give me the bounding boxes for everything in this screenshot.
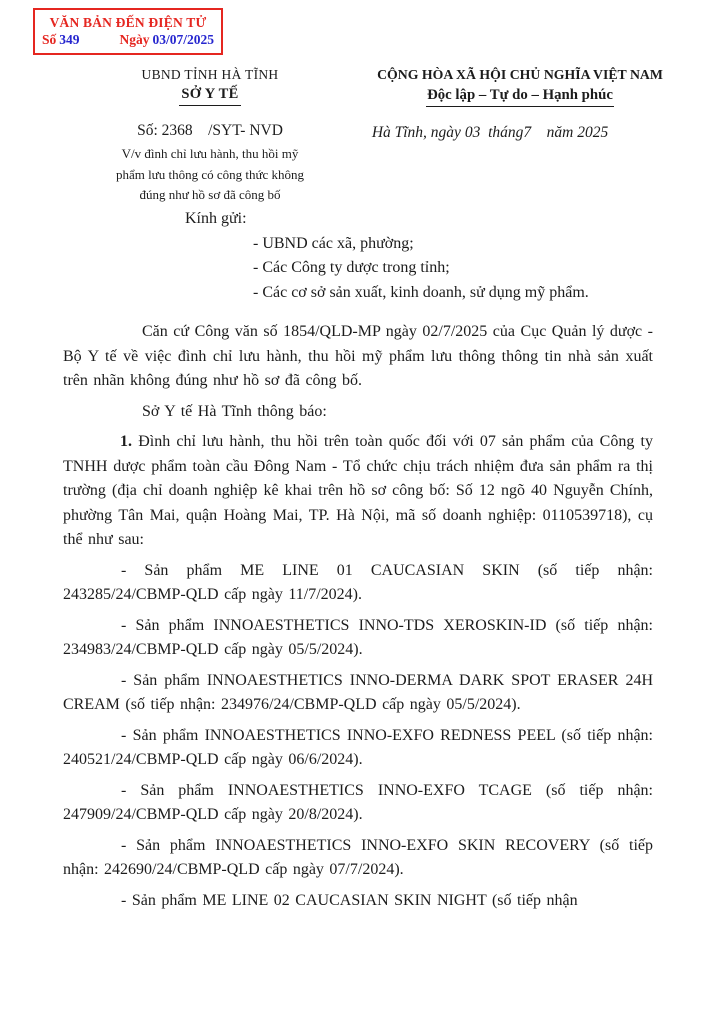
paragraph-recall-intro (63, 430, 653, 553)
product-item: - Sản phẩm INNOAESTHETICS INNO-EXFO SKIN RECOVERY (số tiếp nhận: 242690/24/CBMP-QLD cấp ngày 07/7/2024). (63, 836, 653, 878)
issuing-org-name: SỞ Y TẾ (179, 86, 240, 106)
document-subject: V/v đình chỉ lưu hành, thu hồi mỹ phẩm lưu thông có công thức không đúng như hồ sơ đã công bố (115, 146, 305, 202)
stamp-number-group (42, 31, 80, 49)
stamp-number-value: 349 (59, 32, 80, 47)
recall-intro-text: Đình chỉ lưu hành, thu hồi trên toàn quốc đối với 07 sản phẩm của Công ty TNHH dược phẩm toàn cầu Đông Nam - Tổ chức chịu trách nhiệm đưa sản phẩm ra thị trường (địa chỉ doanh nghiệp kê khai trên hồ sơ công bố: Số 12 ngõ 40 Nguyễn Chính, phường Tân Mai, quận Hoàng Mai, TP. Hà Nội, mã số doanh nghiệp: 0110539718), cụ thể như sau: (63, 433, 653, 548)
paragraph-legal-basis: Căn cứ Công văn số 1854/QLD-MP ngày 02/7/2025 của Cục Quản lý dược - Bộ Y tế về việc đình chỉ lưu hành, thu hồi mỹ phẩm lưu thông thông tin nhà sản xuất trên nhãn không đúng như hồ sơ đã công bố. (63, 323, 653, 389)
recipient-item: - Các Công ty dược trong tỉnh; (253, 259, 450, 276)
product-list (63, 559, 653, 914)
section-number: 1. (120, 433, 132, 450)
letterhead-national (348, 66, 692, 142)
stamp-title: VĂN BẢN ĐẾN ĐIỆN TỬ (49, 15, 207, 30)
recipient-item: - UBND các xã, phường; (253, 234, 414, 252)
product-item: - Sản phẩm ME LINE 02 CAUCASIAN SKIN NIGHT (số tiếp nhận (121, 891, 578, 909)
product-item: - Sản phẩm INNOAESTHETICS INNO-DERMA DARK SPOT ERASER 24H CREAM (số tiếp nhận: 234976/24/CBMP-QLD cấp ngày 05/5/2024). (63, 671, 653, 713)
place-date-line: Hà Tĩnh, ngày 03 tháng7 năm 2025 (371, 124, 609, 141)
stamp-number-date-row (35, 31, 221, 49)
stamp-date-value: 03/07/2025 (152, 32, 214, 47)
document-body (63, 207, 653, 913)
recipient-item: - Các cơ sở sản xuất, kinh doanh, sử dụng mỹ phẩm. (253, 283, 589, 301)
incoming-document-stamp (33, 8, 223, 55)
product-item: - Sản phẩm INNOAESTHETICS INNO-TDS XEROSKIN-ID (số tiếp nhận: 234983/24/CBMP-QLD cấp ngày 05/5/2024). (63, 616, 653, 658)
stamp-date-label: Ngày (119, 32, 150, 47)
national-motto: Độc lập – Tự do – Hạnh phúc (426, 86, 614, 107)
document-number: Số: 2368 /SYT- NVD (137, 122, 283, 139)
product-item: - Sản phẩm ME LINE 01 CAUCASIAN SKIN (số tiếp nhận: 243285/24/CBMP-QLD cấp ngày 11/7/2024). (63, 561, 653, 603)
national-title: CỘNG HÒA XÃ HỘI CHỦ NGHĨA VIỆT NAM (377, 67, 663, 82)
salutation-label: Kính gửi: (185, 210, 247, 227)
parent-org-name: UBND TỈNH HÀ TĨNH (141, 67, 279, 82)
paragraph-announcement: Sở Y tế Hà Tĩnh thông báo: (142, 402, 327, 420)
stamp-date-group (119, 31, 214, 49)
recipient-list (253, 232, 653, 306)
product-item: - Sản phẩm INNOAESTHETICS INNO-EXFO REDNESS PEEL (số tiếp nhận: 240521/24/CBMP-QLD cấp ngày 06/6/2024). (63, 726, 653, 768)
product-item: - Sản phẩm INNOAESTHETICS INNO-EXFO TCAGE (số tiếp nhận: 247909/24/CBMP-QLD cấp ngày 20/8/2024). (63, 781, 653, 823)
stamp-number-label: Số (42, 32, 57, 47)
letterhead-issuer (70, 66, 350, 206)
